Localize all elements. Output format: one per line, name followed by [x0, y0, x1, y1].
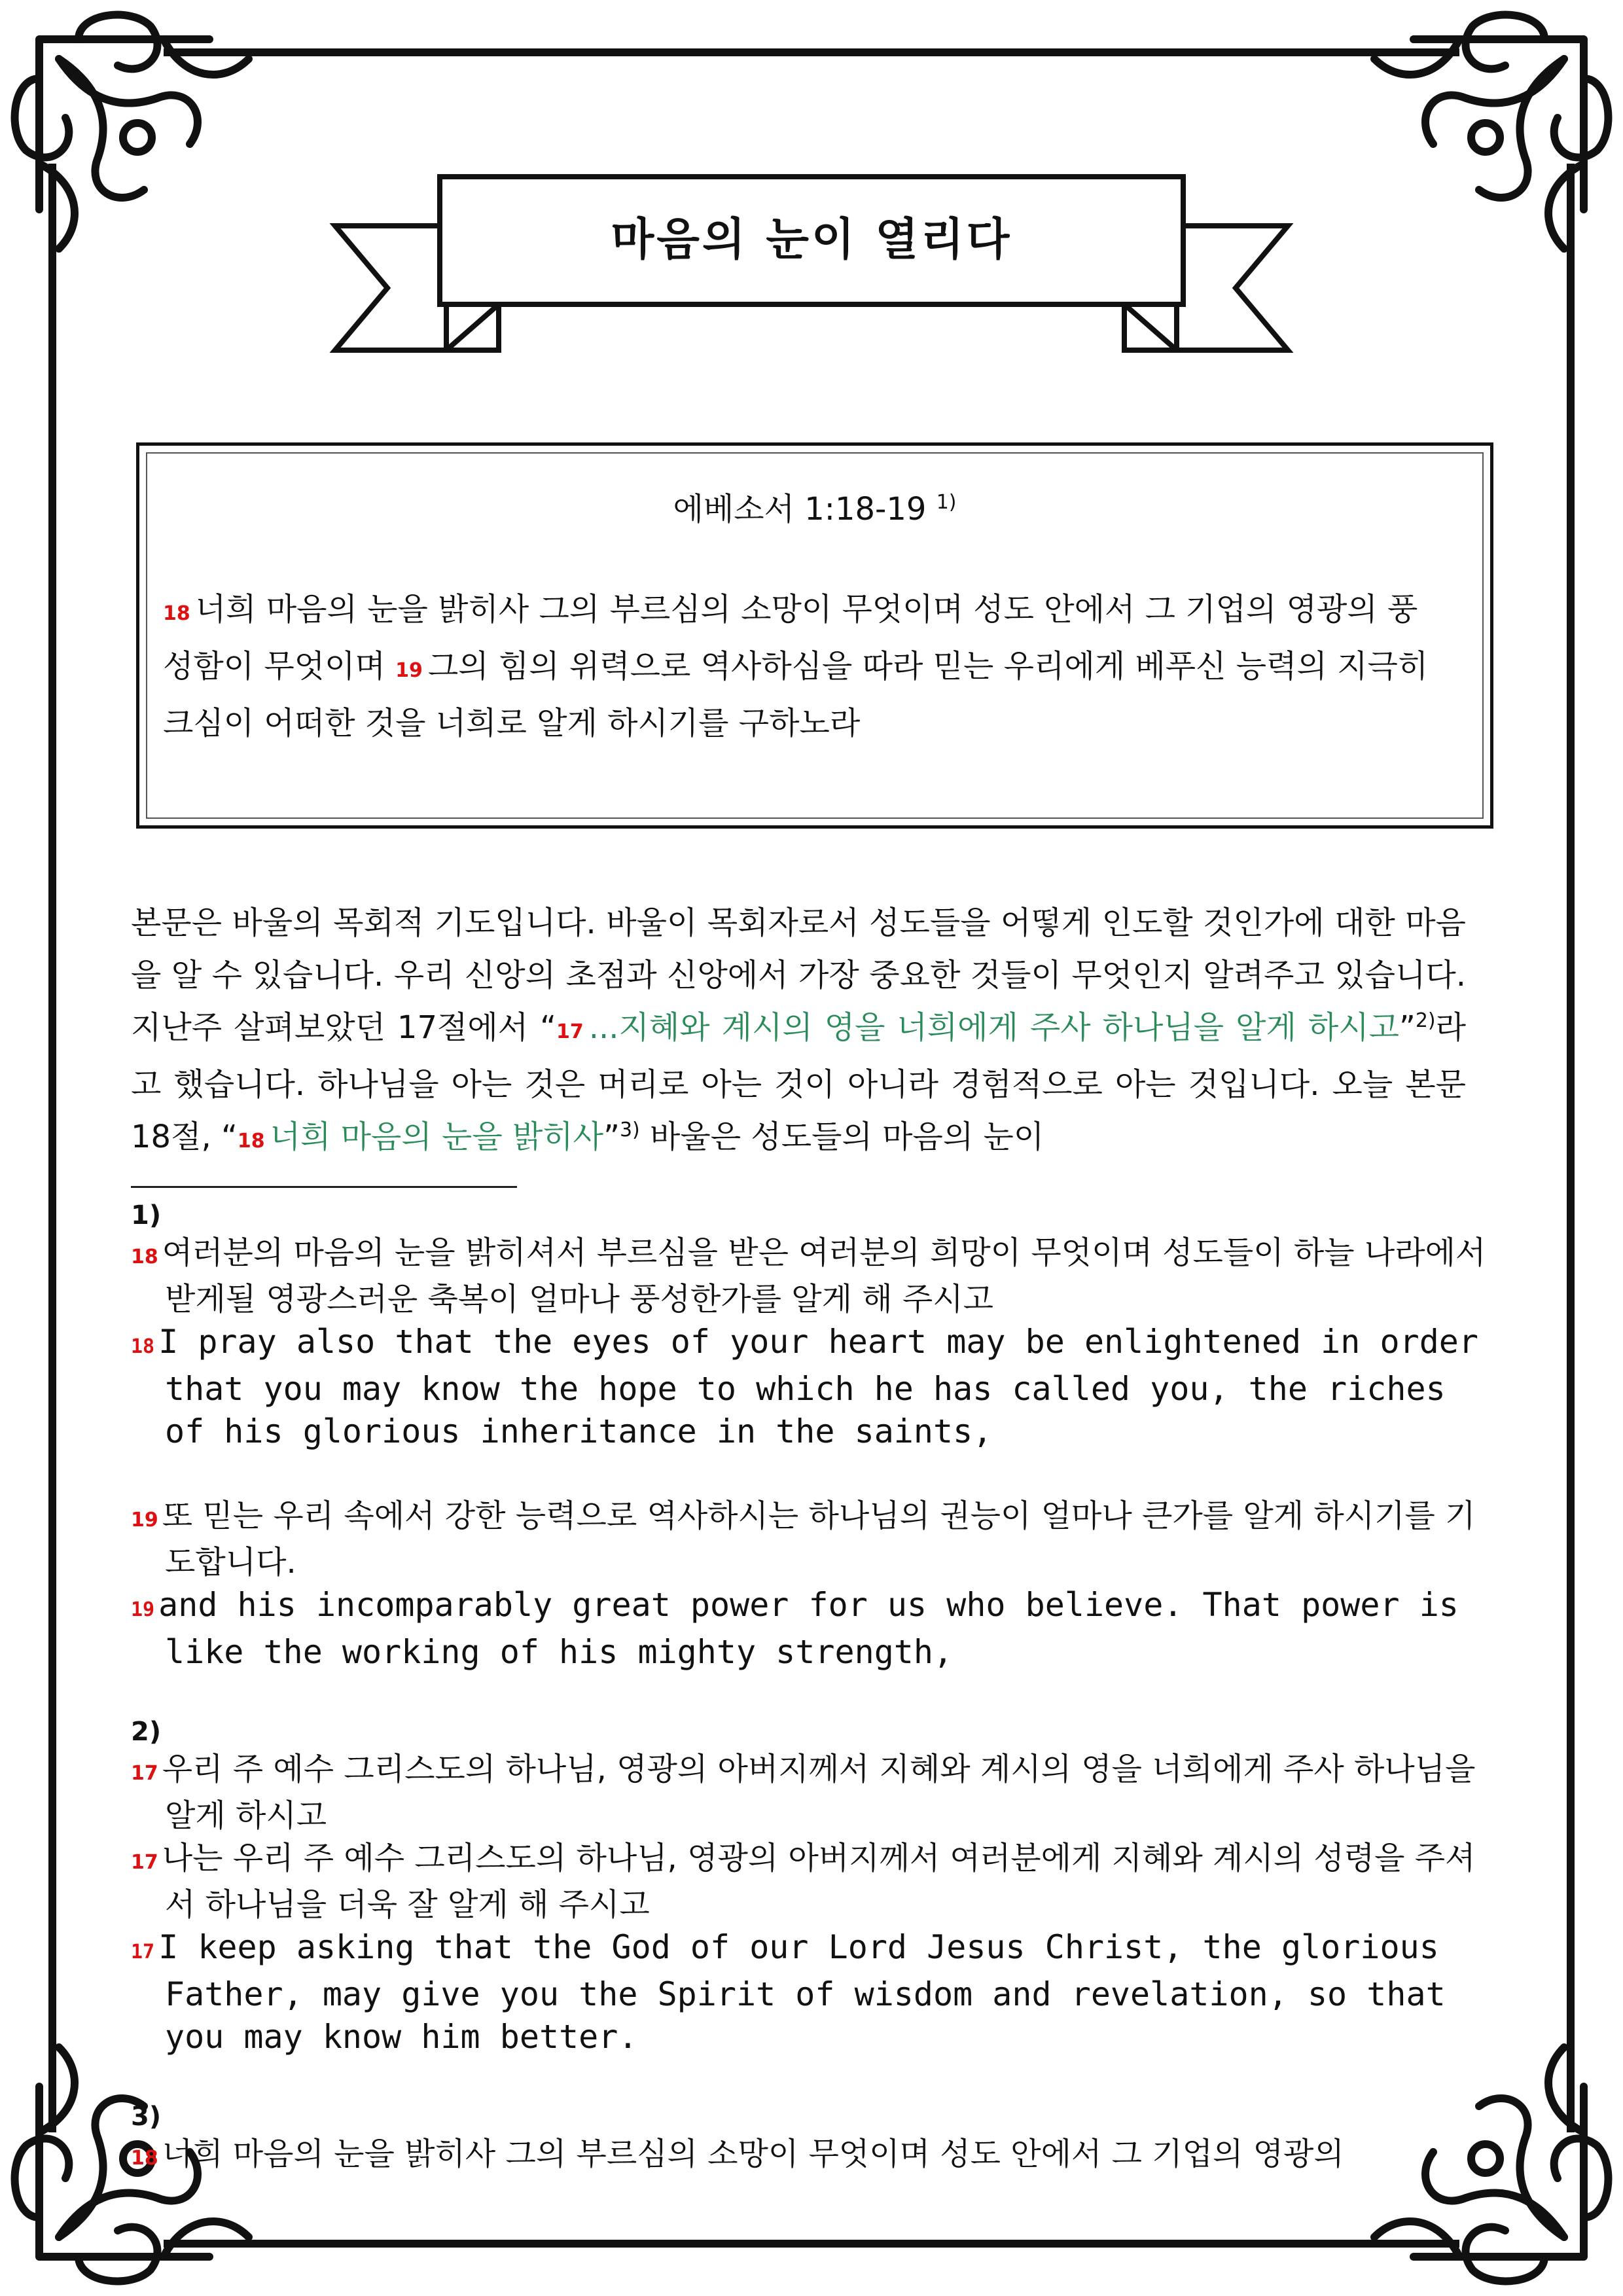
quote-text: 너희 마음의 눈을 밝히사: [270, 1119, 604, 1155]
verse-number: 18: [163, 602, 190, 625]
footnote-text: 또 믿는 우리 속에서 강한 능력으로 역사하시는 하나님의 권능이 얼마나 큰가를 알게 하시기를 기도합니다.: [162, 1498, 1476, 1581]
scripture-reference: [139, 484, 1490, 529]
footnote-line: [131, 2133, 1492, 2179]
verse-number: 18: [131, 1246, 158, 1268]
footnote-line: [131, 1321, 1492, 1453]
verse-number: 19: [131, 1598, 155, 1621]
footnote-ref-1[interactable]: 1): [936, 491, 957, 514]
verse-text: 너희 마음의 눈을 밝히사 그의 부르심의 소망이 무엇이며 성도 안에서 그 기업의 영광의 풍성함이 무엇이며: [163, 591, 1418, 685]
footnote-text: 우리 주 예수 그리스도의 하나님, 영광의 아버지께서 지혜와 계시의 영을 너희에게 주사 하나님을 알게 하시고: [162, 1751, 1476, 1834]
quote-text: ...지혜와 계시의 영을 너희에게 주사 하나님을 알게 하시고: [588, 1009, 1399, 1046]
body-text: 바울은 성도들의 마음의 눈이: [639, 1119, 1044, 1155]
body-text: ”: [1399, 1009, 1416, 1046]
body-text: 라고 했습니다. 하나님을 아는 것은 머리로 아는 것이 아니라 경험적으로 아는 것입니다. 오늘 본문 18절, “: [131, 1009, 1466, 1155]
footnote-line: [131, 1232, 1492, 1321]
verse-number: 17: [131, 1851, 158, 1874]
verse-number: 17: [131, 1941, 155, 1964]
footnote-text: 여러분의 마음의 눈을 밝히셔서 부르심을 받은 여러분의 희망이 무엇이며 성도들이 하늘 나라에서 받게될 영광스러운 축복이 얼마나 풍성한가를 알게 해 주시고: [162, 1234, 1486, 1318]
body-paragraph: [131, 897, 1466, 1168]
quote-verse-17: [556, 1009, 1399, 1046]
footnote-ref-2[interactable]: 2): [1415, 1009, 1436, 1032]
footnote-line: [131, 1837, 1492, 1926]
body-text: 본문은 바울의 목회적 기도입니다. 바울이 목회자로서 성도들을 어떻게 인도할 것인가에 대한 마음을 알 수 있습니다. 우리 신앙의 초점과 신앙에서 가장 중요한 것들이 무엇인지 알려주고 있습니다. 지난주 살펴보았던 17절에서 “: [131, 905, 1466, 1046]
verse-number: 18: [237, 1130, 265, 1153]
footnote-line: [131, 1748, 1492, 1837]
verse-number: 19: [131, 1509, 158, 1532]
footnote-text: I keep asking that the God of our Lord Jesus Christ, the glorious Father, may give you the Spirit of wisdom and revelation, so that you may know him better.: [158, 1928, 1446, 2056]
footnote-mark: 2): [131, 1717, 162, 1747]
footnote-text: I pray also that the eyes of your heart may be enlightened in order that you may know the hope to which he has called you, the riches of his glorious inheritance in the saints,: [158, 1323, 1478, 1450]
footnote-text: 너희 마음의 눈을 밝히사 그의 부르심의 소망이 무엇이며 성도 안에서 그 기업의 영광의: [162, 2136, 1344, 2172]
footnote-text: 나는 우리 주 예수 그리스도의 하나님, 영광의 아버지께서 여러분에게 지혜와 계시의 성령을 주셔서 하나님을 더욱 잘 알게 해 주시고: [162, 1840, 1476, 1923]
verse-number: 18: [131, 2147, 158, 2170]
footnote-mark: 3): [131, 2102, 162, 2132]
footnote-line: [131, 1926, 1492, 2058]
verse-number: 17: [131, 1762, 158, 1785]
page-title: 마음의 눈이 열리다: [611, 213, 1012, 266]
verse-text: 그의 힘의 위력으로 역사하심을 따라 믿는 우리에게 베푸신 능력의 지극히 크심이 어떠한 것을 너희로 알게 하시기를 구하노라: [163, 648, 1429, 742]
scripture-text: [163, 583, 1444, 749]
footnote-mark: 1): [131, 1200, 162, 1230]
footnotes: [131, 1199, 1492, 2179]
quote-verse-18: [238, 1119, 603, 1155]
footnote-ref-3[interactable]: 3): [619, 1119, 640, 1141]
footnote-text: and his incomparably great power for us who believe. That power is like the working of his mighty strength,: [158, 1586, 1459, 1671]
scripture-reference-text: 에베소서 1:18-19: [673, 491, 927, 528]
verse-number: 18: [131, 1335, 155, 1358]
footnote-divider: [131, 1186, 517, 1188]
footnote-line: [131, 1584, 1492, 1674]
footnote-line: [131, 1495, 1492, 1584]
scripture-box: [136, 442, 1493, 829]
body-text: ”: [603, 1119, 620, 1155]
verse-number: 17: [556, 1020, 584, 1043]
verse-number: 19: [395, 659, 423, 682]
